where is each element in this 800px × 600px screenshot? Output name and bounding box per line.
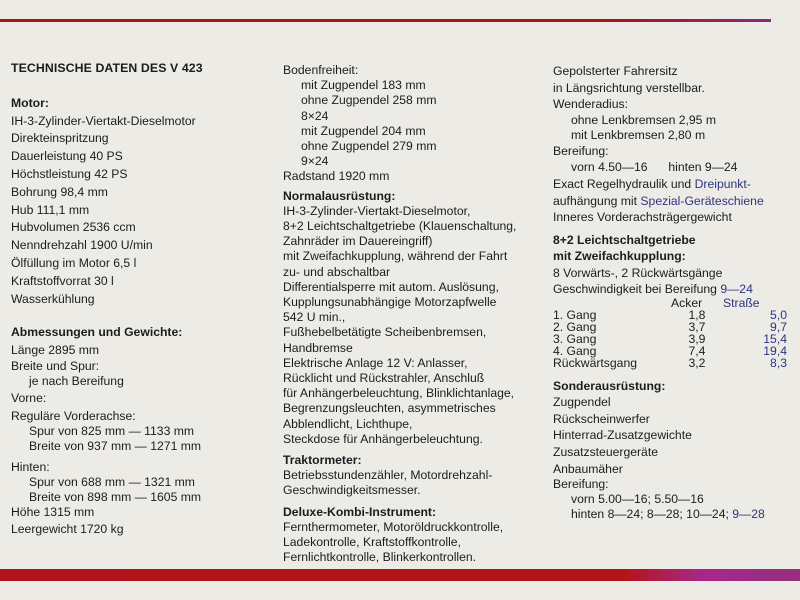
gaenge: 8 Vorwärts-, 2 Rückwärtsgänge — [553, 265, 723, 280]
normal-line: mit Zweifachkupplung, während der Fahrt — [283, 249, 508, 264]
normal-line: 542 U min., — [283, 310, 346, 325]
motor-heading: Motor: — [11, 95, 49, 110]
normal-line: Fußhebelbetätigte Scheibenbremsen, — [283, 325, 487, 340]
col-acker: Acker — [671, 295, 703, 310]
dimensions-heading: Abmessungen und Gewichte: — [11, 325, 183, 340]
fahrersitz: Gepolsterter Fahrersitz — [553, 64, 678, 78]
aufhaengung-text: aufhängung mit — [553, 193, 641, 208]
normal-line: Kupplungsunabhängige Motorzapfwelle — [283, 295, 497, 310]
gear-strasse: 9,7 — [770, 319, 787, 334]
bodenfreiheit-line: 9×24 — [301, 154, 329, 169]
gear-strasse: 5,0 — [770, 307, 787, 322]
radstand: Radstand 1920 mm — [283, 169, 390, 184]
sonderausruestung-heading: Sonderausrüstung: — [553, 378, 666, 393]
motor-line: Ölfüllung im Motor 6,5 l — [11, 255, 137, 270]
column-motor-dimensions — [11, 60, 203, 539]
gear-speed-table — [553, 297, 789, 369]
normal-line: IH-3-Zylinder-Viertakt-Dieselmotor, — [283, 203, 471, 218]
normal-line: Begrenzungsleuchten, asymmetrisches — [283, 401, 496, 416]
geraeteschiene-text: Spezial-Geräteschiene — [640, 193, 764, 208]
gear-strasse: 15,4 — [763, 331, 787, 346]
vorne-label: Vorne: — [11, 391, 47, 406]
hinten-spur: Spur von 688 mm — 1321 mm — [29, 475, 195, 490]
vorne-spur: Spur von 825 mm — 1133 mm — [29, 424, 195, 439]
traktormeter-line: Geschwindigkeitsmesser. — [283, 483, 421, 498]
sonder-line: Zugpendel — [553, 395, 611, 410]
sonder-line: Hinterrad-Zusatzgewichte — [553, 428, 692, 443]
laengsrichtung: in Längsrichtung verstellbar. — [553, 80, 705, 95]
sonder-bereifung-heading: Bereifung: — [553, 477, 609, 492]
bodenfreiheit-line: ohne Zugpendel 279 mm — [301, 139, 437, 154]
geschwindigkeit-line — [553, 282, 789, 297]
ohne-lenkbremsen: ohne Lenkbremsen 2,95 m — [571, 112, 716, 127]
normal-line: Elektrische Anlage 12 V: Anlasser, — [283, 355, 468, 370]
motor-line: IH-3-Zylinder-Viertakt-Dieselmotor — [11, 113, 196, 128]
deluxe-line: Fernthermometer, Motoröldruckkontrolle, — [283, 519, 504, 534]
gear-name: 1. Gang — [553, 307, 597, 322]
vorne-breite: Breite von 937 mm — 1271 mm — [29, 439, 202, 454]
deluxe-line: Ladekontrolle, Kraftstoffkontrolle, — [283, 535, 461, 550]
sonder-bereifung-hinten — [553, 507, 789, 522]
geschwindigkeit-reifen: 9—24 — [720, 281, 753, 296]
normal-line: 8+2 Leichtschaltgetriebe (Klauenschaltung, — [283, 219, 517, 234]
regulaere-vorderachse: Reguläre Vorderachse: — [11, 409, 136, 424]
sonder-bereifung-vorn: vorn 5.00—16; 5.50—16 — [571, 492, 704, 507]
motor-line: Hubvolumen 2536 ccm — [11, 220, 136, 235]
bereifung-line — [553, 159, 789, 176]
column-gearbox-options — [553, 63, 789, 522]
motor-line: Dauerleistung 40 PS — [11, 149, 123, 164]
exact-line — [553, 176, 789, 193]
bereifung-hinten: hinten 9—24 — [668, 160, 738, 175]
wenderadius-heading: Wenderadius: — [553, 97, 628, 112]
getriebe-heading-1: 8+2 Leichtschaltgetriebe — [553, 232, 696, 247]
bereifung-heading: Bereifung: — [553, 143, 609, 158]
sonder-hinten-text: hinten 8—24; 8—28; 10—24; — [571, 507, 733, 522]
gear-row — [553, 309, 789, 321]
traktormeter-line: Betriebsstundenzähler, Motordrehzahl- — [283, 468, 493, 483]
deluxe-heading: Deluxe-Kombi-Instrument: — [283, 504, 437, 519]
je-nach-bereifung: je nach Bereifung — [29, 374, 124, 389]
breite-spur-label: Breite und Spur: — [11, 359, 100, 374]
normal-line: Zahnräder im Dauereingriff) — [283, 234, 433, 249]
deluxe-line: Fernlichtkontrolle, Blinkerkontrollen. — [283, 550, 477, 565]
gear-name: 2. Gang — [553, 319, 597, 334]
gear-name: 4. Gang — [553, 343, 597, 358]
hinten-breite: Breite von 898 mm — 1605 mm — [29, 490, 202, 505]
gear-acker: 3,7 — [688, 319, 706, 334]
gear-name: Rückwärtsgang — [553, 355, 637, 370]
traktormeter-heading: Traktormeter: — [283, 453, 362, 468]
normal-line: Differentialsperre mit autom. Auslösung, — [283, 279, 499, 294]
normal-line: Rücklicht und Rückstrahler, Anschluß — [283, 371, 485, 386]
gear-acker: 7,4 — [688, 343, 706, 358]
inneres-gewicht: Inneres Vorderachsträgergewicht — [553, 210, 732, 225]
normal-line: für Anhängerbeleuchtung, Blinklichtanlage, — [283, 386, 515, 401]
motor-line: Wasserkühlung — [11, 291, 95, 306]
gear-row — [553, 345, 789, 357]
bodenfreiheit-line: mit Zugpendel 183 mm — [301, 78, 426, 93]
bodenfreiheit-heading: Bodenfreiheit: — [283, 63, 359, 77]
motor-line: Bohrung 98,4 mm — [11, 184, 108, 199]
bodenfreiheit-line: ohne Zugpendel 258 mm — [301, 93, 437, 108]
bereifung-vorn: vorn 4.50—16 — [571, 160, 648, 175]
bodenfreiheit-line: 8×24 — [301, 108, 329, 123]
dreipunkt-text: Dreipunkt- — [694, 176, 751, 191]
gear-table-header — [553, 297, 789, 309]
gear-acker: 3,9 — [688, 331, 706, 346]
normal-line: Handbremse — [283, 340, 353, 355]
gear-acker: 3,2 — [688, 355, 706, 370]
gear-row — [553, 321, 789, 333]
sonder-line: Rückscheinwerfer — [553, 411, 650, 426]
top-red-rule — [0, 19, 771, 22]
gear-row — [553, 333, 789, 345]
normal-line: zu- und abschaltbar — [283, 264, 391, 279]
motor-line: Hub 111,1 mm — [11, 202, 90, 217]
gear-strasse: 8,3 — [770, 355, 787, 370]
exact-text: Exact Regelhydraulik und — [553, 176, 695, 191]
bottom-red-band — [0, 569, 800, 581]
gear-strasse: 19,4 — [763, 343, 787, 358]
sonder-line: Anbaumäher — [553, 461, 623, 476]
normal-line: Abblendlicht, Lichthupe, — [283, 416, 413, 431]
gear-acker: 1,8 — [688, 307, 706, 322]
hinten-label: Hinten: — [11, 460, 50, 475]
gear-row — [553, 357, 789, 369]
aufhaengung-line — [553, 193, 789, 210]
sonder-hinten-blue: 9—28 — [732, 507, 765, 522]
motor-line: Direkteinspritzung — [11, 131, 109, 146]
mit-lenkbremsen: mit Lenkbremsen 2,80 m — [571, 127, 706, 142]
gear-name: 3. Gang — [553, 331, 597, 346]
bodenfreiheit-line: mit Zugpendel 204 mm — [301, 123, 426, 138]
sonder-line: Zusatzsteuergeräte — [553, 444, 659, 459]
normalausruestung-heading: Normalausrüstung: — [283, 188, 396, 203]
motor-line: Höchstleistung 42 PS — [11, 166, 128, 181]
leergewicht: Leergewicht 1720 kg — [11, 522, 124, 537]
col-strasse: Straße — [723, 295, 760, 310]
geschwindigkeit-text: Geschwindigkeit bei Bereifung — [553, 281, 721, 296]
laenge: Länge 2895 mm — [11, 343, 100, 358]
hoehe: Höhe 1315 mm — [11, 505, 95, 520]
getriebe-heading-2: mit Zweifachkupplung: — [553, 249, 686, 264]
document-title: TECHNISCHE DATEN DES V 423 — [11, 61, 203, 75]
motor-line: Nenndrehzahl 1900 U/min — [11, 238, 153, 253]
normal-line: Steckdose für Anhängerbeleuchtung. — [283, 431, 483, 446]
column-equipment — [283, 63, 516, 566]
motor-line: Kraftstoffvorrat 30 l — [11, 273, 114, 288]
